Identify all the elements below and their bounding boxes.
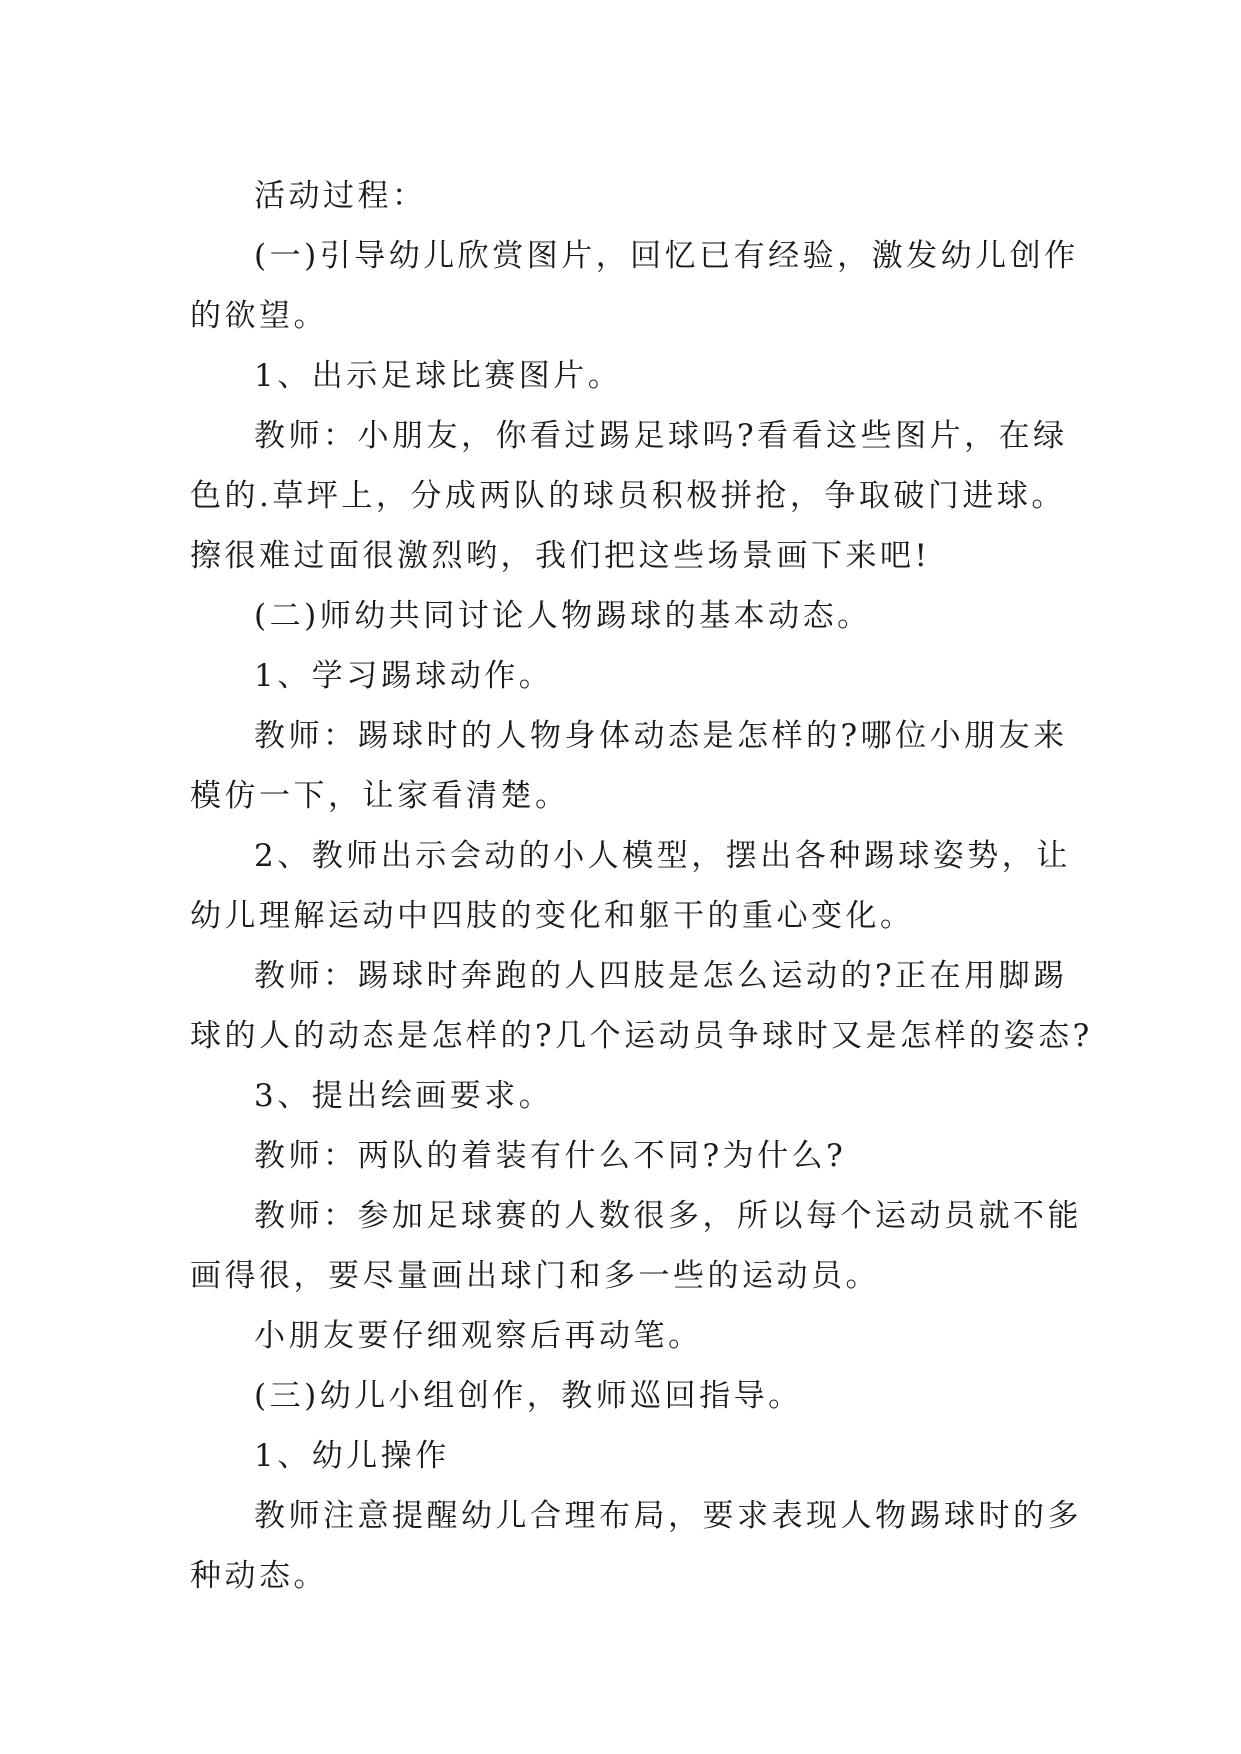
- paragraph-line: (三)幼儿小组创作，教师巡回指导。: [254, 1378, 803, 1414]
- paragraph-line: 1、学习踢球动作。: [254, 658, 554, 694]
- document-body: [190, 166, 1093, 1606]
- section-heading-activity-process: 活动过程：: [254, 178, 427, 214]
- paragraph-line: 1、出示足球比赛图片。: [254, 358, 623, 394]
- paragraph-line: 的欲望。: [190, 298, 328, 334]
- paragraph-line: 模仿一下，让家看清楚。: [190, 778, 570, 814]
- paragraph-line: 2、教师出示会动的小人模型，摆出各种踢球姿势，让: [254, 838, 1071, 874]
- paragraph-line: 擦很难过面很激烈哟，我们把这些场景画下来吧!: [190, 538, 931, 574]
- paragraph-line: 球的人的动态是怎样的?几个运动员争球时又是怎样的姿态?: [190, 1018, 1093, 1054]
- paragraph-line: 教师：踢球时奔跑的人四肢是怎么运动的?正在用脚踢: [254, 958, 1068, 994]
- paragraph-line: 教师：踢球时的人物身体动态是怎样的?哪位小朋友来: [254, 718, 1068, 754]
- paragraph-line: 画得很，要尽量画出球门和多一些的运动员。: [190, 1258, 880, 1294]
- paragraph-line: (二)师幼共同讨论人物踢球的基本动态。: [254, 598, 872, 634]
- paragraph-line: 教师注意提醒幼儿合理布局，要求表现人物踢球时的多: [254, 1498, 1082, 1534]
- paragraph-line: 小朋友要仔细观察后再动笔。: [254, 1318, 703, 1354]
- paragraph-line: 幼儿理解运动中四肢的变化和躯干的重心变化。: [190, 898, 915, 934]
- paragraph-line: 1、幼儿操作: [254, 1438, 450, 1474]
- paragraph-line: 色的.草坪上，分成两队的球员积极拼抢，争取破门进球。: [190, 478, 1066, 514]
- paragraph-line: (一)引导幼儿欣赏图片，回忆已有经验，激发幼儿创作: [254, 238, 1079, 274]
- paragraph-line: 教师：小朋友，你看过踢足球吗?看看这些图片，在绿: [254, 418, 1068, 454]
- paragraph-line: 教师：两队的着装有什么不同?为什么?: [254, 1138, 847, 1174]
- paragraph-line: 3、提出绘画要求。: [254, 1078, 554, 1114]
- paragraph-line: 种动态。: [190, 1558, 328, 1594]
- paragraph-line: 教师：参加足球赛的人数很多，所以每个运动员就不能: [254, 1198, 1082, 1234]
